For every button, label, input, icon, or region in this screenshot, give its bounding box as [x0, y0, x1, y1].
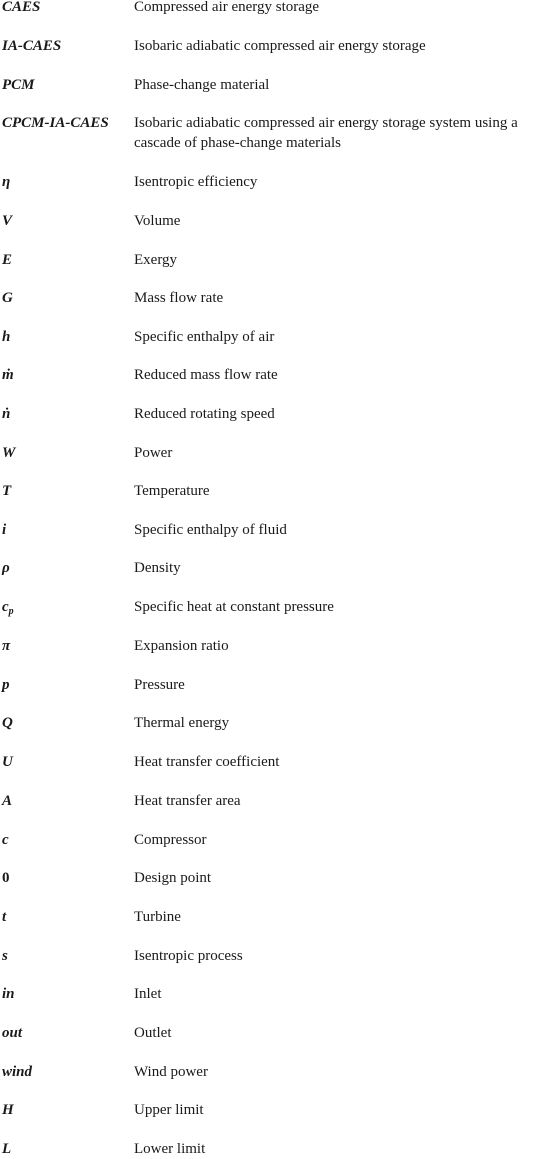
nomenclature-description: Isobaric adiabatic compressed air energy storage system using a cascade of phase-change materials	[134, 115, 518, 151]
nomenclature-description: Inlet	[134, 986, 162, 1002]
nomenclature-description: Specific heat at constant pressure	[134, 599, 334, 615]
nomenclature-symbol	[2, 791, 130, 811]
nomenclature-symbol	[2, 0, 130, 17]
nomenclature-symbol	[2, 868, 130, 888]
nomenclature-description: Exergy	[134, 252, 178, 268]
nomenclature-symbol	[2, 327, 130, 347]
nomenclature-symbol	[2, 211, 130, 231]
nomenclature-symbol	[2, 172, 130, 192]
nomenclature-symbol	[2, 830, 130, 850]
symbol-text: G	[2, 290, 13, 306]
symbol-text: PCM	[2, 77, 35, 93]
symbol-text: p	[2, 677, 10, 693]
symbol-text: Q	[2, 715, 13, 731]
symbol-text: T	[2, 483, 12, 499]
nomenclature-symbol	[2, 443, 130, 463]
nomenclature-description: Specific enthalpy of fluid	[134, 522, 287, 538]
nomenclature-description: Mass flow rate	[134, 290, 224, 306]
nomenclature-description: Design point	[134, 870, 212, 886]
symbol-text: 0	[2, 870, 10, 886]
symbol-text: W	[2, 445, 16, 461]
symbol-text: CAES	[2, 0, 41, 15]
symbol-text: A	[2, 793, 13, 809]
symbol-text: U	[2, 754, 13, 770]
symbol-text: c	[2, 599, 9, 615]
nomenclature-description: Compressor	[134, 832, 207, 848]
nomenclature-symbol	[2, 946, 130, 966]
nomenclature-symbol	[2, 636, 130, 656]
nomenclature-description: Heat transfer coefficient	[134, 754, 280, 770]
symbol-text: h	[2, 329, 11, 345]
symbol-text: ρ	[2, 560, 10, 576]
nomenclature-symbol	[2, 36, 130, 56]
symbol-text: IA-CAES	[2, 38, 62, 54]
nomenclature-description: Outlet	[134, 1025, 172, 1041]
nomenclature-symbol	[2, 404, 130, 424]
nomenclature-symbol	[2, 365, 130, 385]
nomenclature-description: Wind power	[134, 1064, 208, 1080]
symbol-text: L	[2, 1141, 12, 1157]
symbol-text: E	[2, 252, 13, 268]
symbol-text: in	[2, 986, 15, 1002]
nomenclature-symbol	[2, 250, 130, 270]
nomenclature-description: Power	[134, 445, 173, 461]
symbol-text: ṅ	[2, 406, 11, 422]
nomenclature-symbol	[2, 752, 130, 772]
symbol-text: CPCM-IA-CAES	[2, 115, 109, 131]
nomenclature-symbol	[2, 1139, 130, 1159]
nomenclature-description: Temperature	[134, 483, 210, 499]
nomenclature-description: Heat transfer area	[134, 793, 241, 809]
symbol-text: out	[2, 1025, 23, 1041]
symbol-text: i	[2, 522, 7, 538]
nomenclature-description: Pressure	[134, 677, 185, 693]
nomenclature-symbol	[2, 1062, 130, 1082]
symbol-text: t	[2, 909, 7, 925]
nomenclature-description: Thermal energy	[134, 715, 230, 731]
nomenclature-description: Reduced rotating speed	[134, 406, 275, 422]
nomenclature-symbol	[2, 984, 130, 1004]
symbol-subscript: p	[8, 606, 14, 617]
nomenclature-symbol	[2, 597, 130, 617]
nomenclature-description: Phase-change material	[134, 77, 270, 93]
symbol-text: ṁ	[2, 367, 14, 383]
nomenclature-symbol	[2, 675, 130, 695]
symbol-text: π	[2, 638, 11, 654]
nomenclature-description: Specific enthalpy of air	[134, 329, 275, 345]
nomenclature-description: Isobaric adiabatic compressed air energy storage	[134, 38, 426, 54]
nomenclature-description: Isentropic process	[134, 948, 243, 964]
nomenclature-symbol	[2, 1023, 130, 1043]
nomenclature-description: Expansion ratio	[134, 638, 229, 654]
symbol-text: c	[2, 832, 9, 848]
nomenclature-symbol	[2, 75, 130, 95]
nomenclature-description: Reduced mass flow rate	[134, 367, 278, 383]
nomenclature-description: Upper limit	[134, 1102, 204, 1118]
symbol-text: H	[2, 1102, 14, 1118]
symbol-text: η	[2, 174, 11, 190]
nomenclature-description: Density	[134, 560, 181, 576]
nomenclature-description: Isentropic efficiency	[134, 174, 258, 190]
nomenclature-description: Lower limit	[134, 1141, 206, 1157]
nomenclature-symbol	[2, 113, 130, 133]
symbol-text: V	[2, 213, 13, 229]
symbol-text: s	[2, 948, 8, 964]
nomenclature-symbol	[2, 520, 130, 540]
nomenclature-description: Compressed air energy storage	[134, 0, 320, 15]
nomenclature-symbol	[2, 481, 130, 501]
nomenclature-symbol	[2, 1100, 130, 1120]
nomenclature-symbol	[2, 713, 130, 733]
nomenclature-symbol	[2, 558, 130, 578]
nomenclature-symbol	[2, 288, 130, 308]
nomenclature-symbol	[2, 907, 130, 927]
nomenclature-description: Turbine	[134, 909, 181, 925]
nomenclature-description: Volume	[134, 213, 181, 229]
symbol-text: wind	[2, 1064, 33, 1080]
